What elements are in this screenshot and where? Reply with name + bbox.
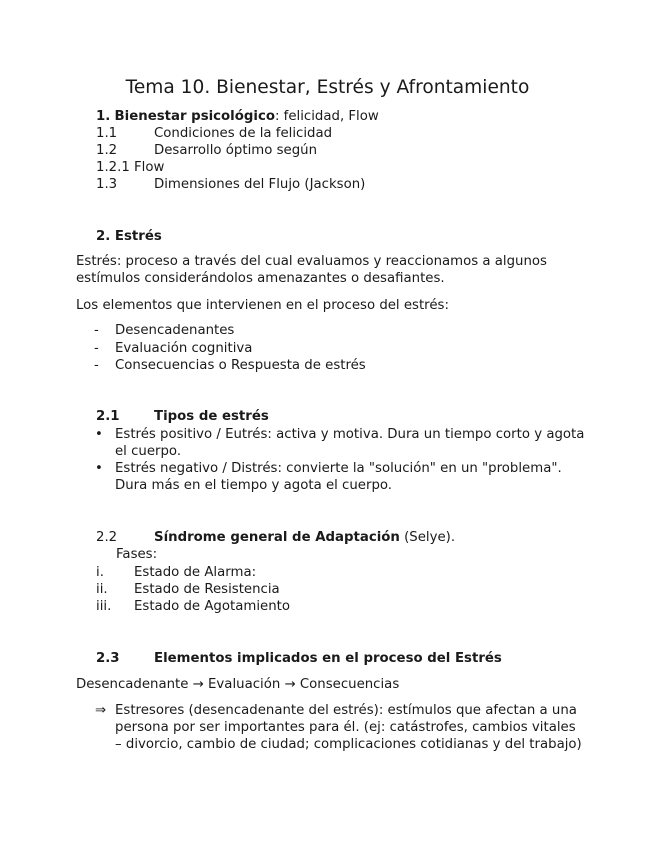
section-1-title: Bienestar psicológico	[114, 109, 275, 124]
bullet-icon: •	[95, 461, 103, 476]
phases-label: Fases:	[116, 547, 158, 562]
phase-label: Estado de Agotamiento	[134, 599, 290, 614]
subitem-label: Dimensiones del Flujo (Jackson)	[154, 177, 366, 192]
dash-bullet: -	[94, 341, 99, 356]
list-item: Desencadenantes	[115, 323, 235, 338]
subitem-label: Condiciones de la felicidad	[154, 126, 333, 141]
section-2-heading: 2. Estrés	[96, 229, 162, 244]
section-2-1-title: Tipos de estrés	[154, 409, 269, 424]
list-item: Consecuencias o Respuesta de estrés	[115, 358, 366, 373]
phase-label: Estado de Resistencia	[134, 582, 280, 597]
section-1-number: 1.	[96, 109, 111, 124]
page-title: Tema 10. Bienestar, Estrés y Afrontamiento	[125, 77, 530, 98]
section-2-2-suffix: (Selye).	[399, 530, 456, 545]
list-item: Estresores (desencadenante del estrés): estímulos que afectan a una persona por ser importantes para él. (ej: catástrofes, cambios vitales – divorcio, cambio de ciudad; complicaciones cotidianas y del trabajo)	[115, 703, 582, 752]
section-2-2-heading	[154, 529, 455, 546]
phase-number: i.	[96, 565, 104, 580]
subitem-number: 1.1	[96, 126, 118, 141]
list-item: Estrés negativo / Distrés: convierte la "solución" en un "problema". Dura más en el tiempo y agota el cuerpo.	[115, 461, 562, 493]
section-2-1-number: 2.1	[96, 409, 120, 424]
process-flow: Desencadenante → Evaluación → Consecuencias	[76, 677, 400, 692]
list-item: Evaluación cognitiva	[115, 341, 253, 356]
section-1-suffix: : felicidad, Flow	[274, 109, 379, 124]
arrow-bullet-icon: ⇒	[95, 703, 107, 718]
bullet-icon: •	[95, 427, 103, 442]
dash-bullet: -	[94, 323, 99, 338]
section-2-2-number: 2.2	[96, 530, 118, 545]
phase-label: Estado de Alarma:	[134, 565, 257, 580]
section-1-heading	[96, 108, 379, 125]
section-2-3-title: Elementos implicados en el proceso del Estrés	[154, 651, 502, 666]
phase-number: iii.	[96, 599, 112, 614]
dash-bullet: -	[94, 358, 99, 373]
subitem-number: 1.2	[96, 143, 118, 158]
phase-number: ii.	[96, 582, 108, 597]
subitem-number: 1.2.1	[96, 160, 130, 175]
section-2-2-title: Síndrome general de Adaptación	[154, 530, 400, 545]
subitem-number: 1.3	[96, 177, 118, 192]
subitem-label: Desarrollo óptimo según	[154, 143, 317, 158]
subitem-label: Flow	[134, 160, 165, 175]
stress-definition: Estrés: proceso a través del cual evaluamos y reaccionamos a algunos estímulos considerándolos amenazantes o desafiantes.	[76, 254, 547, 286]
elements-intro: Los elementos que intervienen en el proceso del estrés:	[76, 298, 449, 313]
list-item: Estrés positivo / Eutrés: activa y motiva. Dura un tiempo corto y agota el cuerpo.	[115, 427, 585, 459]
section-2-3-number: 2.3	[96, 651, 120, 666]
